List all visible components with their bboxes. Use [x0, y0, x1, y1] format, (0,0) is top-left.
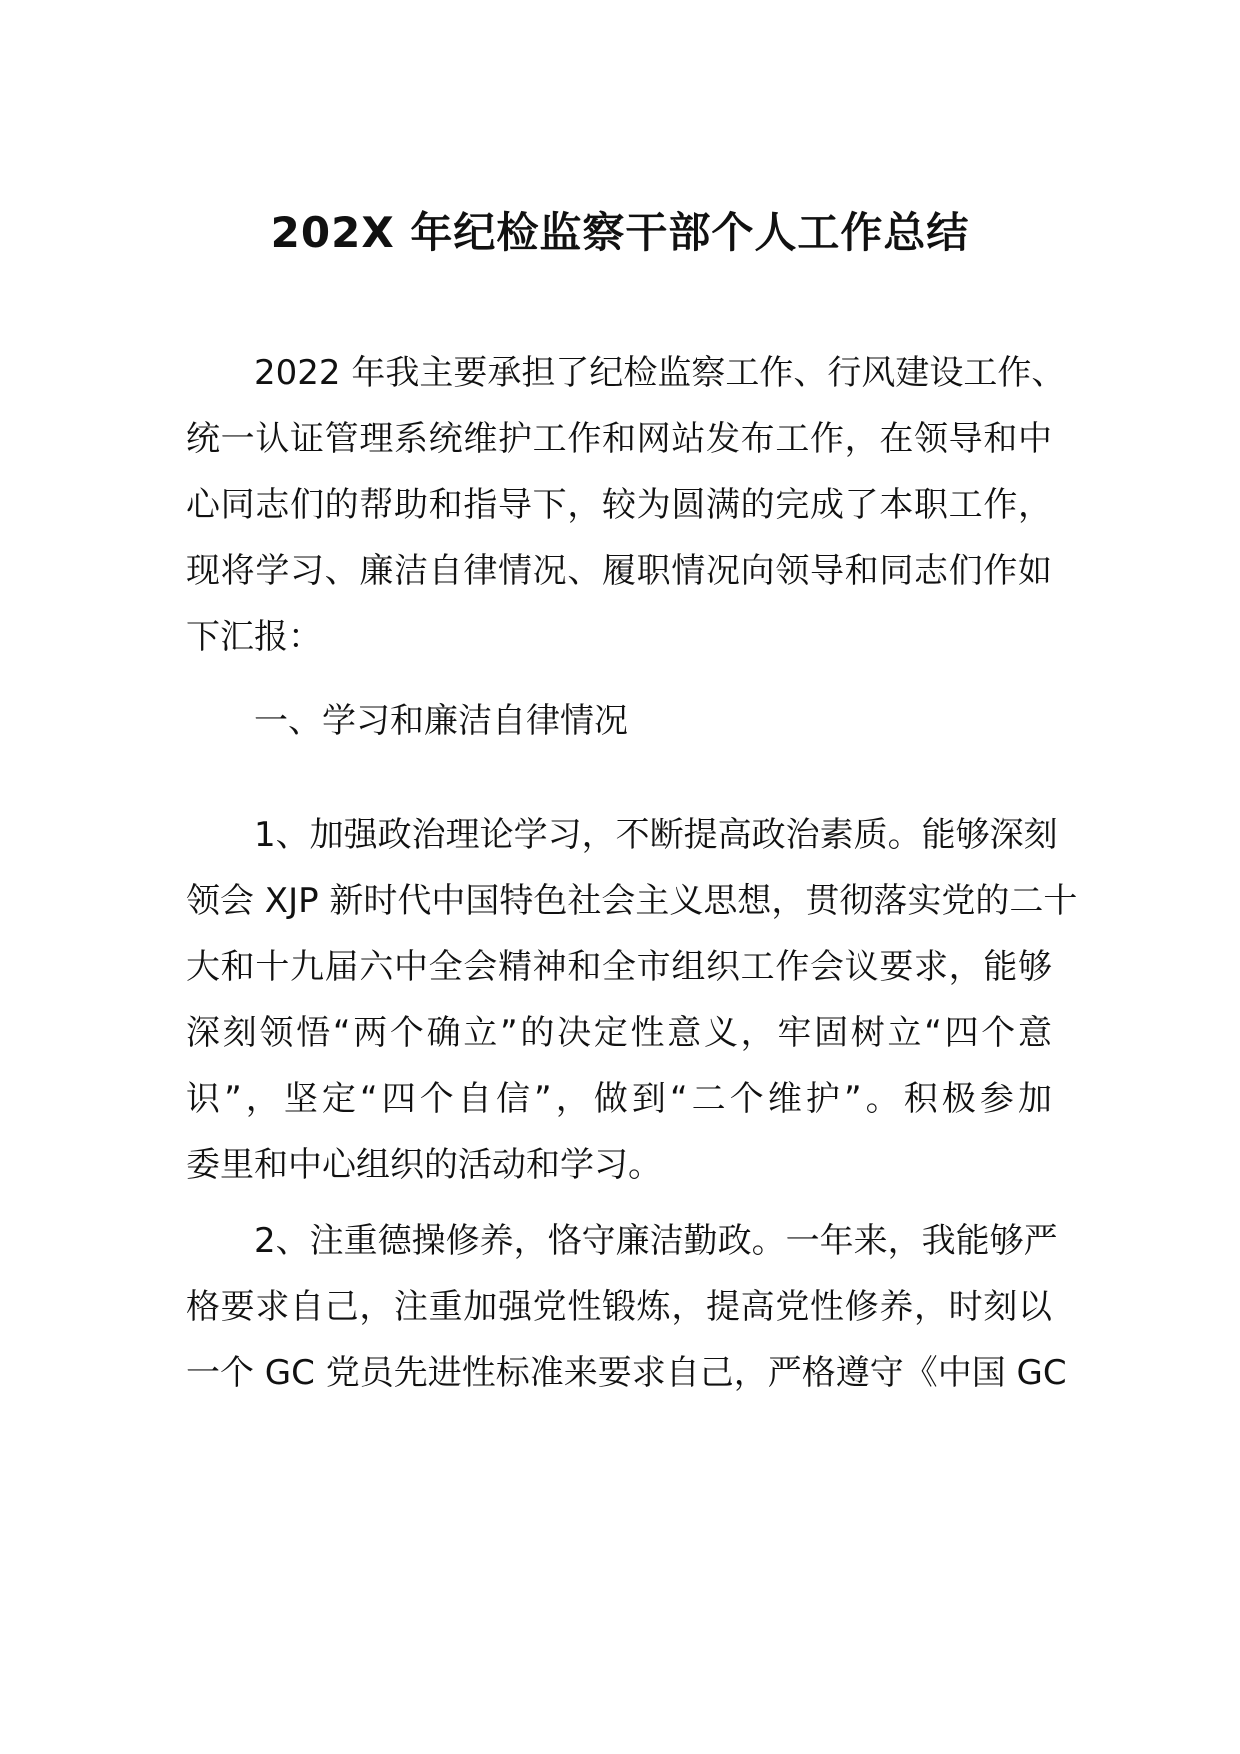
- paragraph-line: 心同志们的帮助和指导下，较为圆满的完成了本职工作，: [186, 485, 1052, 525]
- section-heading-1: [186, 688, 1052, 754]
- paragraph-line: 一个 GC 党员先进性标准来要求自己，严格遵守《中国 GC: [186, 1353, 1067, 1393]
- paragraph-line: 下汇报：: [186, 617, 322, 657]
- paragraph-line: 统一认证管理系统维护工作和网站发布工作，在领导和中: [186, 419, 1052, 459]
- paragraph-line: 2022 年我主要承担了纪检监察工作、行风建设工作、: [254, 353, 1066, 393]
- paragraph-line: 委里和中心组织的活动和学习。: [186, 1145, 662, 1185]
- paragraph-line: 大和十九届六中全会精神和全市组织工作会议要求，能够: [186, 947, 1052, 987]
- paragraph-line: 2、注重德操修养，恪守廉洁勤政。一年来，我能够严: [254, 1221, 1058, 1261]
- paragraph-line: 领会 XJP 新时代中国特色社会主义思想，贯彻落实党的二十: [186, 881, 1078, 921]
- paragraph-item-2: [186, 1208, 1067, 1406]
- paragraph-line: 识”，坚定“四个自信”，做到“二个维护”。积极参加: [186, 1079, 1052, 1119]
- paragraph-line: 格要求自己，注重加强党性锻炼，提高党性修养，时刻以: [186, 1287, 1052, 1327]
- section-heading: 一、学习和廉洁自律情况: [254, 701, 628, 741]
- paragraph-line: 深刻领悟“两个确立”的决定性意义，牢固树立“四个意: [186, 1013, 1052, 1053]
- paragraph-item-1: [186, 802, 1078, 1198]
- paragraph-line: 1、加强政治理论学习，不断提高政治素质。能够深刻: [254, 815, 1058, 855]
- document-title: 202X 年纪检监察干部个人工作总结: [270, 208, 970, 257]
- paragraph-intro: [186, 340, 1066, 670]
- paragraph-line: 现将学习、廉洁自律情况、履职情况向领导和同志们作如: [186, 551, 1052, 591]
